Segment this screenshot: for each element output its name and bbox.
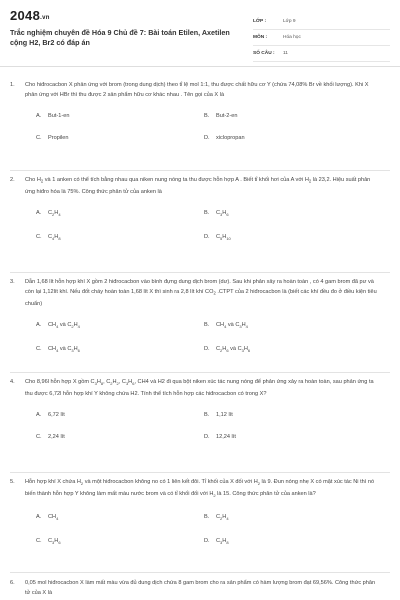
question-1 — [10, 80, 390, 143]
answer-options — [36, 320, 390, 356]
text-part: và 1 anken có thể tích bằng nhau qua niken nung nóng ta thu được hỗn hợp A . Biết tỉ khối hơi của A với H — [43, 177, 309, 183]
question-text: Hỗn hợp khí X chứa $H_2$ và một hiđrocacbon không no có 1 liên kết đôi. Tỉ khối của X đối với $H_2$ là 9. Đun nóng nhẹ X có mặt xúc tác Ni thì nó biến thành hỗn hợp Y không làm mất màu nước brom và có tỉ khối đối với $H_2$ là 15. Công thức phân tử của anken là? — [25, 479, 375, 499]
option-c[interactable] — [36, 536, 204, 548]
question-text: Cho 8,96l hỗn hợp X gồm $C_3H_8$, $C_2H_2$, $C_3H_6$, CH4 và H2 đi qua bột niken xúc tác nung nóng để phản ứng xảy ra hoàn toàn, sau phản ứng ta thu được 6,72l hỗn hợp khí Y không chứa H2. Tính thể tích hỗn hợp các hiđrocacbon có trong X? — [25, 379, 374, 398]
option-letter: B. — [204, 321, 210, 328]
option-letter: A. — [36, 321, 42, 328]
option-letter: B. — [204, 209, 210, 216]
option-a[interactable] — [36, 111, 204, 121]
option-text: But-1-en — [48, 113, 70, 119]
option-a[interactable] — [36, 410, 204, 420]
meta-row-count — [253, 46, 390, 62]
formula: $C_2H_4$ — [48, 209, 61, 217]
answer-options — [36, 208, 390, 244]
question-text: Cho hiđrocacbon X phản ứng với brom (trong dung dịch) theo tỉ lệ mol 1:1, thu được chất hữu cơ Y (chứa 74,08% Br về khối lượng). Khi X phản ứng với HBr thì thu được 2 sản phẩm hữu cơ khác nhau . Tên gọi của X là — [25, 82, 369, 98]
option-a[interactable] — [36, 320, 204, 332]
meta-value: Hóa học — [283, 35, 301, 40]
question-6 — [10, 578, 390, 598]
option-letter: C. — [36, 233, 42, 240]
formula: $C_4H_8$ — [48, 233, 61, 241]
option-letter: D. — [204, 135, 210, 141]
meta-table — [253, 14, 390, 62]
meta-key: MÔN : — [253, 35, 268, 40]
header — [0, 0, 400, 67]
meta-key: SỐ CÂU : — [253, 51, 275, 56]
divider — [10, 472, 390, 473]
meta-key: LỚP : — [253, 19, 267, 24]
formula: $CH_4$ và $C_2H_4$ — [48, 321, 80, 329]
question-5 — [10, 477, 390, 548]
question-4 — [10, 377, 390, 442]
formula: $C_3H_6$ — [48, 538, 61, 546]
text-part: .CTPT của 2 hiđrocacbon là (biết các khí đều đo ở điều kiện tiêu chuẩn) — [25, 289, 377, 307]
option-letter: B. — [204, 113, 210, 119]
divider — [10, 372, 390, 373]
option-letter: A. — [36, 412, 42, 419]
option-text: 12,24 lít — [216, 434, 236, 441]
option-letter: A. — [36, 209, 42, 216]
option-a[interactable] — [36, 208, 204, 220]
option-c[interactable] — [36, 344, 204, 356]
subscript: 2 — [308, 178, 312, 184]
option-letter: D. — [204, 233, 210, 240]
option-text: 2,24 lít — [48, 434, 65, 441]
page-title: Trắc nghiệm chuyên đề Hóa 9 Chủ đề 7: Bài toán Etilen, Axetilen cộng H2, Br2 có đáp án — [10, 28, 230, 47]
option-b[interactable] — [204, 410, 372, 420]
option-c[interactable] — [36, 232, 204, 244]
logo-text: 2048 — [10, 8, 41, 23]
option-letter: C. — [36, 434, 42, 441]
formula: $C_2H_4$ — [216, 514, 229, 522]
subscript: 2 — [40, 178, 44, 184]
text-part: là 23,2. Hiệu suất phản ứng hiđro hóa là 75%. Công thức phân tử của anken là — [25, 177, 371, 195]
formula: $C_3H_6$ — [216, 209, 229, 217]
text-part: Dẫn 1,68 lít hỗn hợp khí X gồm 2 hiđrocacbon vào bình đựng dung dịch brom (dư). Sau khi phản xảy ra hoàn toàn , có 4 gam brom đã pư và còn lại 1,12lít khí. Nếu đốt cháy hoàn toàn 1,68 lít X thì sinh ra 2,8 lít khí CO — [25, 279, 374, 295]
option-letter: B. — [204, 514, 210, 521]
question-number: 5. — [10, 479, 15, 485]
answer-options — [36, 111, 390, 143]
question-3 — [10, 277, 390, 356]
option-b[interactable] — [204, 208, 372, 220]
meta-value: 11 — [283, 51, 288, 56]
formula: $C_3H_8$ — [216, 538, 229, 546]
option-d[interactable] — [204, 232, 372, 244]
question-number: 3. — [10, 279, 15, 285]
option-d[interactable] — [204, 344, 372, 356]
meta-row-subject — [253, 30, 390, 46]
option-b[interactable] — [204, 320, 372, 332]
formula: $CH_4$ và $C_3H_4$ — [216, 321, 248, 329]
question-number: 1. — [10, 82, 15, 88]
option-letter: A. — [36, 514, 42, 521]
option-letter: B. — [204, 412, 210, 419]
question-text — [25, 277, 380, 309]
meta-value: Lớp 9 — [283, 19, 296, 24]
text-part: Cho H — [25, 177, 41, 183]
option-letter: D. — [204, 538, 210, 545]
formula: $C_2H_6$ và $C_3H_6$ — [216, 345, 251, 353]
answer-options — [36, 512, 390, 548]
option-text: 6,72 lít — [48, 412, 65, 419]
question-number: 2. — [10, 177, 15, 183]
option-b[interactable] — [204, 512, 372, 524]
formula: $CH_4$ và $C_3H_6$ — [48, 345, 80, 353]
option-b[interactable] — [204, 111, 372, 121]
option-c[interactable] — [36, 432, 204, 442]
option-letter: D. — [204, 434, 210, 441]
option-d[interactable] — [204, 133, 372, 143]
option-d[interactable] — [204, 432, 372, 442]
option-text: But-2-en — [216, 113, 238, 119]
option-text: Propilen — [48, 135, 69, 141]
option-text: xiclopropan — [216, 135, 245, 141]
site-logo[interactable] — [10, 8, 50, 23]
question-number: 6. — [10, 580, 15, 586]
logo-suffix: .vn — [40, 15, 50, 21]
option-letter: C. — [36, 345, 42, 352]
option-letter: A. — [36, 113, 42, 119]
option-c[interactable] — [36, 133, 204, 143]
option-a[interactable] — [36, 512, 204, 524]
divider — [10, 572, 390, 573]
option-letter: D. — [204, 345, 210, 352]
answer-options — [36, 410, 390, 442]
meta-row-grade — [253, 14, 390, 30]
divider — [10, 170, 390, 171]
formula: $C_5H_{10}$ — [216, 233, 231, 241]
option-letter: C. — [36, 538, 42, 545]
divider — [10, 272, 390, 273]
option-text: 1,12 lít — [216, 412, 233, 419]
question-text: 0,05 mol hiđrocacbon X làm mất màu vừa đủ dung dịch chứa 8 gam brom cho ra sản phẩm có hàm lượng brom đạt 69,56%. Công thức phân tử của X là — [25, 580, 376, 596]
question-number: 4. — [10, 379, 15, 385]
question-text — [25, 175, 380, 197]
subscript: 2 — [213, 290, 216, 296]
option-letter: C. — [36, 135, 42, 141]
option-d[interactable] — [204, 536, 372, 548]
formula: $CH_4$ — [48, 514, 59, 522]
question-2 — [10, 175, 390, 244]
